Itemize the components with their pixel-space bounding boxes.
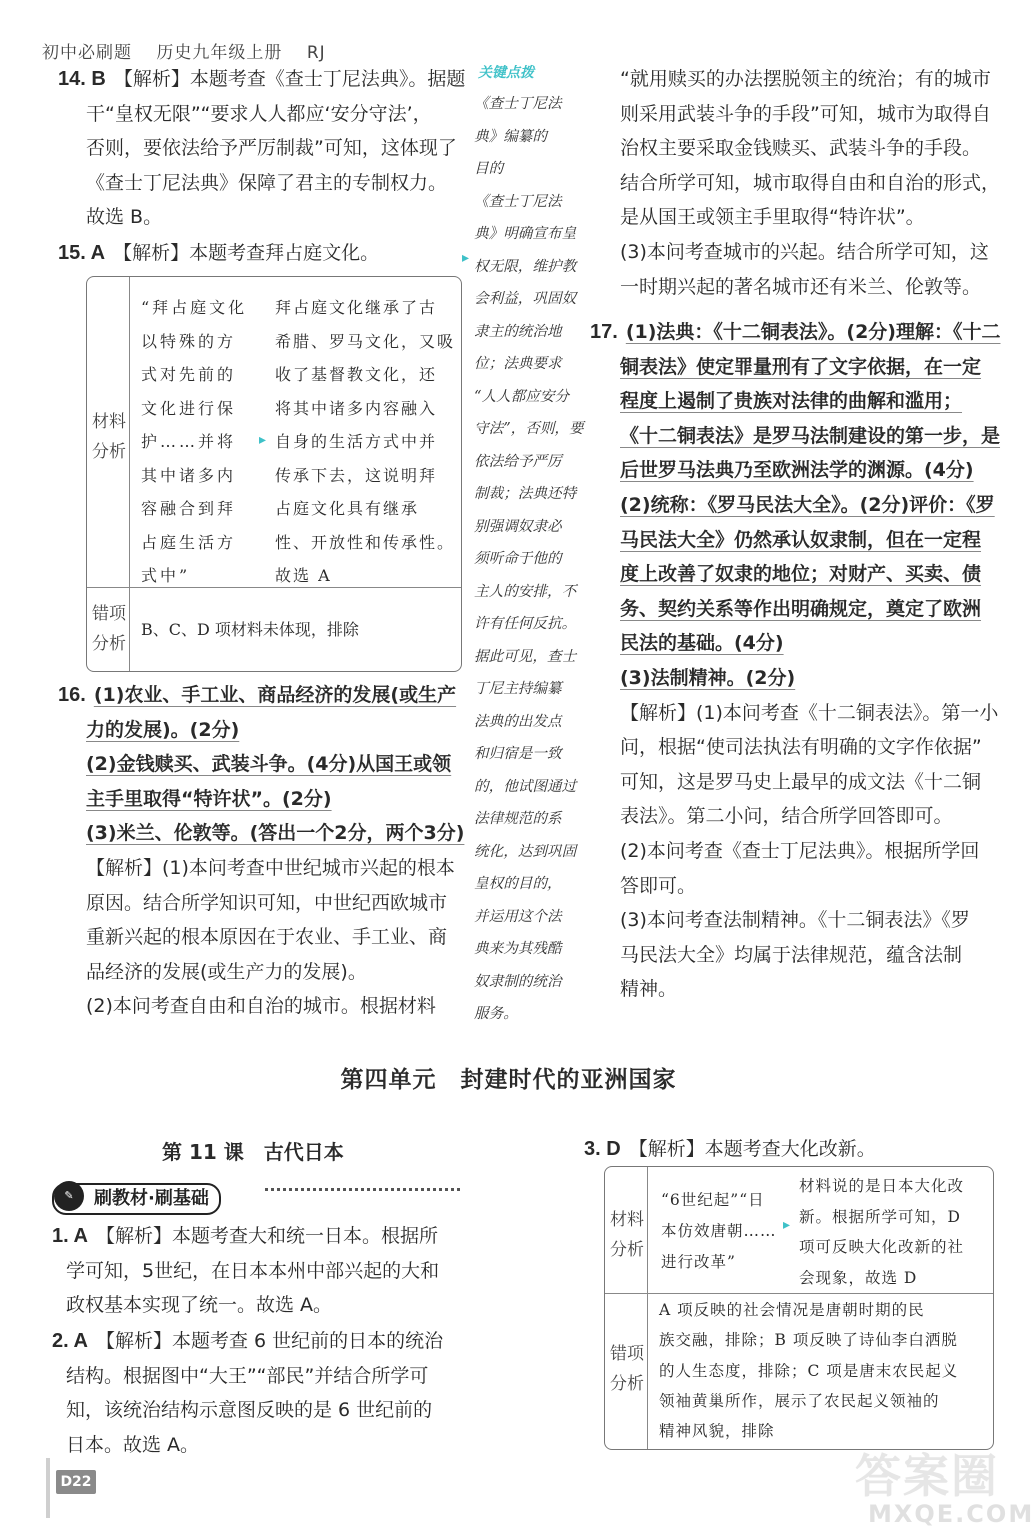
lq3-number: 3. D [584,1138,621,1160]
lq3-analysis-text: 材料说的是日本大化改 新。根据所学可知，D 项可反映大化改新的社 会现象，故选 D [799,1177,965,1287]
sidenote-line: 并运用这个法 [474,907,562,925]
q17-analysis-line: (3)本问考查法制精神。《十二铜表法》《罗 [620,909,970,932]
lq3-wrong-label: 错项 分析 [610,1344,644,1394]
q17-answer-line: 务、契约关系等作出明确规定，奠定了欧洲 [620,597,982,620]
q16-analysis-line: 重新兴起的根本原因在于农业、手工业、商 [86,926,448,949]
sidenote-line: 权无限，维护教 [474,257,577,275]
q16-analysis-line: 【解析】(1)本问考查中世纪城市兴起的根本 [86,856,455,879]
sidenote-line: 据此可见，查士 [474,647,577,665]
sidenote-line: 典》明确宣布皇 [474,225,577,242]
question-14 [58,62,468,235]
q14-line: 否则，要依法给予严厉制裁”可知，这体现了 [86,137,457,160]
q14-number: 14. B [58,68,106,90]
sidenote-line: 主人的安排，不 [474,582,577,600]
q17-answer-line: 民法的基础。(4分) [620,632,784,655]
q15-wrong-label: 错项 分析 [92,604,126,654]
sidenote-line: 会利益，巩固奴 [474,290,577,307]
q17-answer-line: (1)法典：《十二铜表法》。(2分)理解：《十二 [625,321,1001,343]
lq1-line: 学可知，5世纪，在日本本州中部兴起的大和 [66,1259,440,1282]
sidenote-line: 许有任何反抗。 [474,615,577,632]
q16-cont-line: 一时期兴起的著名城市还有米兰、伦敦等。 [620,275,982,298]
sidenote-line: 须听命于他的 [474,550,562,567]
sidenote-heading: 关键点拨 [478,65,534,81]
sidenote-line: 守法”，否则，要 [474,420,584,437]
lq2-line: 知，该统治结构示意图反映的是 6 世纪前的 [66,1399,433,1422]
q16-cont-line: 结合所学可知，城市取得自由和自治的形式， [620,171,1001,194]
q16-analysis-line: (2)本问考查自由和自治的城市。根据材料 [86,995,436,1018]
q15-analysis-box [86,276,462,672]
q16-number: 16. [58,684,86,706]
q16-cont-line: 则采用武装斗争的手段”可知，城市为取得自 [620,102,991,125]
unit-title: 第四单元 封建时代的亚洲国家 [340,1067,677,1093]
sidenote-line: 别强调奴隶必 [474,517,562,535]
watermark-url: MXQE.COM [868,1500,1034,1528]
sidenote-line: 《查士丁尼法 [474,95,562,112]
lq3-material-label: 材料 分析 [610,1210,644,1260]
sidenote-line: 和归宿是一致 [474,745,562,762]
dotted-divider [265,1188,460,1191]
sidenote-line: “人人都应安分 [474,387,570,405]
sidenote-line: 统化，达到巩固 [474,842,577,860]
q17-analysis-line: (2)本问考查《查士丁尼法典》。根据所学回 [620,839,980,862]
sidenote-body [474,88,584,1031]
question-17 [590,315,1010,1007]
q17-number: 17. [590,321,618,343]
q16-answer-line: 力的发展)。(2分) [86,718,240,741]
sidenote-line: 法典的出发点 [474,712,562,730]
sidenote-line: 依法给予严厉 [474,452,562,470]
page-number: D22 [56,1470,96,1494]
sidenote-line: 皇权的目的， [474,875,562,892]
book-title: 初中必刷题 [42,43,132,63]
q17-answer-line: (2)统称：《罗马民法大全》。(2分)评价：《罗 [620,493,995,516]
question-15 [58,236,468,271]
q16-cont-line: “就用赎买的办法摆脱领主的统治；有的城市 [620,68,991,90]
sidenote-line: 丁尼主持编纂 [474,680,562,697]
q17-analysis-line: 表法》。第二小问，结合所学回答即可。 [620,805,953,828]
q15-material-text: “拜占庭文化 以特殊的方 式对先前的 文化进行保 护……并将 其中诸多内 容融合到拜 占庭生活方 式中” [141,298,248,585]
sidenote-line: 奴隶制的统治 [474,972,562,990]
q17-analysis-line: 【解析】(1)本问考查《十二铜表法》。第一小 [620,701,999,724]
sidenote-line: 法律规范的系 [474,810,562,827]
q16-analysis-line: 原因。结合所学知识可知，中世纪西欧城市 [86,891,448,914]
q17-analysis-line: 马民法大全》均属于法律规范，蕴含法制 [620,943,963,966]
q14-line: 《查士丁尼法典》保障了君主的专制权力。 [86,171,448,194]
sidenote-line: 典来为其残酷 [474,940,562,957]
q17-answer-line: 程度上遏制了贵族对法律的曲解和滥用； [620,390,963,413]
question-16 [58,678,468,1024]
q17-analysis-line: 答即可。 [620,874,697,897]
sidenote-line: 服务。 [474,1005,518,1022]
section-tag: 刷教材·刷基础 [52,1183,221,1215]
lq3-intro: 【解析】本题考查大化改新。 [628,1138,876,1160]
lq3-material-text: “6世纪起”“日 本仿效唐朝…… 进行改革” [661,1191,777,1271]
q17-answer-line: 马民法大全》仍然承认奴隶制，但在一定程 [620,528,982,551]
q17-answer-line: 后世罗马法典乃至欧洲法学的渊源。(4分) [620,459,974,482]
q16-answer-line: (1)农业、手工业、商品经济的发展(或生产 [93,684,457,706]
q17-answer-line: 《十二铜表法》是罗马法制建设的第一步，是 [620,424,1001,447]
q16-answer-line: 主手里取得“特许状”。(2分) [86,787,332,810]
q17-analysis-line: 问，根据“使司法执法有明确的文字作依据” [620,736,982,759]
sidenote-line: 《查士丁尼法 [474,192,562,210]
q16-cont-line: (3)本问考查城市的兴起。结合所学可知，这 [620,240,989,263]
lq1-line: 【解析】本题考查大和统一日本。根据所 [95,1225,438,1247]
lq2-line: 【解析】本题考查 6 世纪前的日本的统治 [95,1330,444,1352]
lesson-title: 第 11 课 古代日本 [162,1140,344,1164]
sidenote-line: 制裁；法典还特 [474,485,577,502]
lesson-question-2 [52,1324,472,1462]
q15-analysis-text: 拜占庭文化继承了古 希腊、罗马文化，又吸 收了基督教文化，还 将其中诸多内容融入 自身的生活方式中并 传承下去，这说明拜 占庭文化具有继承 性、开放性和传承性。 故选 A [275,298,456,585]
lesson-question-3 [584,1132,1004,1167]
q16-answer-line: (2)金钱赎买、武装斗争。(4分)从国王或领 [86,753,452,776]
arrow-icon: ▸ [783,1217,791,1233]
lq1-number: 1. A [52,1225,88,1247]
edition-label: RJ [306,43,326,63]
q14-line: 干“皇权无限”“要求人人都应‘安分守法’， [86,102,432,125]
q16-cont-line: 治权主要采取金钱赎买、武装斗争的手段。 [620,137,982,160]
subject-title: 历史九年级上册 [156,43,283,63]
arrow-icon: ▸ [259,432,267,448]
q17-answer-line: 铜表法》使定罪量刑有了文字依据，在一定 [620,355,982,378]
lq2-line: 日本。故选 A。 [66,1433,200,1456]
sidenote-line: 目的 [474,160,504,177]
q14-line: 【解析】本题考查《查士丁尼法典》。据题 [113,68,466,90]
q17-answer-line: (3)法制精神。(2分) [620,666,796,689]
lq3-analysis-box [604,1166,994,1450]
q14-line: 故选 B。 [86,206,163,229]
lq3-wrong-text: A 项反映的社会情况是唐朝时期的民 族交融，排除；B 项反映了诗仙李白洒脱 的人生态度，排除；C 项是唐末农民起义 领袖黄巢所作，展示了农民起义领袖的 精神风貌，排除 [659,1301,959,1441]
q17-answer-line: 度上改善了奴隶的地位；对财产、买卖、债 [620,563,982,586]
q15-wrong-text: B、C、D 项材料未体现，排除 [141,620,359,639]
q15-intro: 【解析】本题考查拜占庭文化。 [113,242,380,264]
key-tip-sidenote [474,62,584,1031]
page-header [42,38,344,63]
watermark-logo: 答案圈 [855,1449,999,1503]
q15-material-label: 材料 分析 [92,412,126,462]
q16-answer-line: (3)米兰、伦敦等。(答出一个2分，两个3分) [86,822,465,845]
sidenote-line: 典》编纂的 [474,127,547,145]
lq1-line: 政权基本实现了统一。故选 A。 [66,1294,333,1317]
brush-icon: ✎ [54,1181,84,1211]
lq2-line: 结构。根据图中“大王”“部民”并结合所学可 [66,1364,429,1387]
q17-analysis-line: 精神。 [620,978,678,1001]
q16-cont-line: 是从国王或领主手里取得“特许状”。 [620,206,925,229]
right-column-continuation [590,62,1000,304]
q16-analysis-line: 品经济的发展(或生产力的发展)。 [86,960,367,983]
q15-number: 15. A [58,242,106,264]
page-edge-bar [46,1458,50,1518]
sidenote-line: 位；法典要求 [474,355,562,372]
sidenote-line: 的，他试图通过 [474,777,577,795]
lq2-number: 2. A [52,1330,88,1352]
arrow-icon: ▸ [462,250,470,266]
lesson-question-1 [52,1219,472,1323]
q17-analysis-line: 可知，这是罗马史上最早的成文法《十二铜 [620,770,982,793]
sidenote-line: 隶主的统治地 [474,322,562,340]
